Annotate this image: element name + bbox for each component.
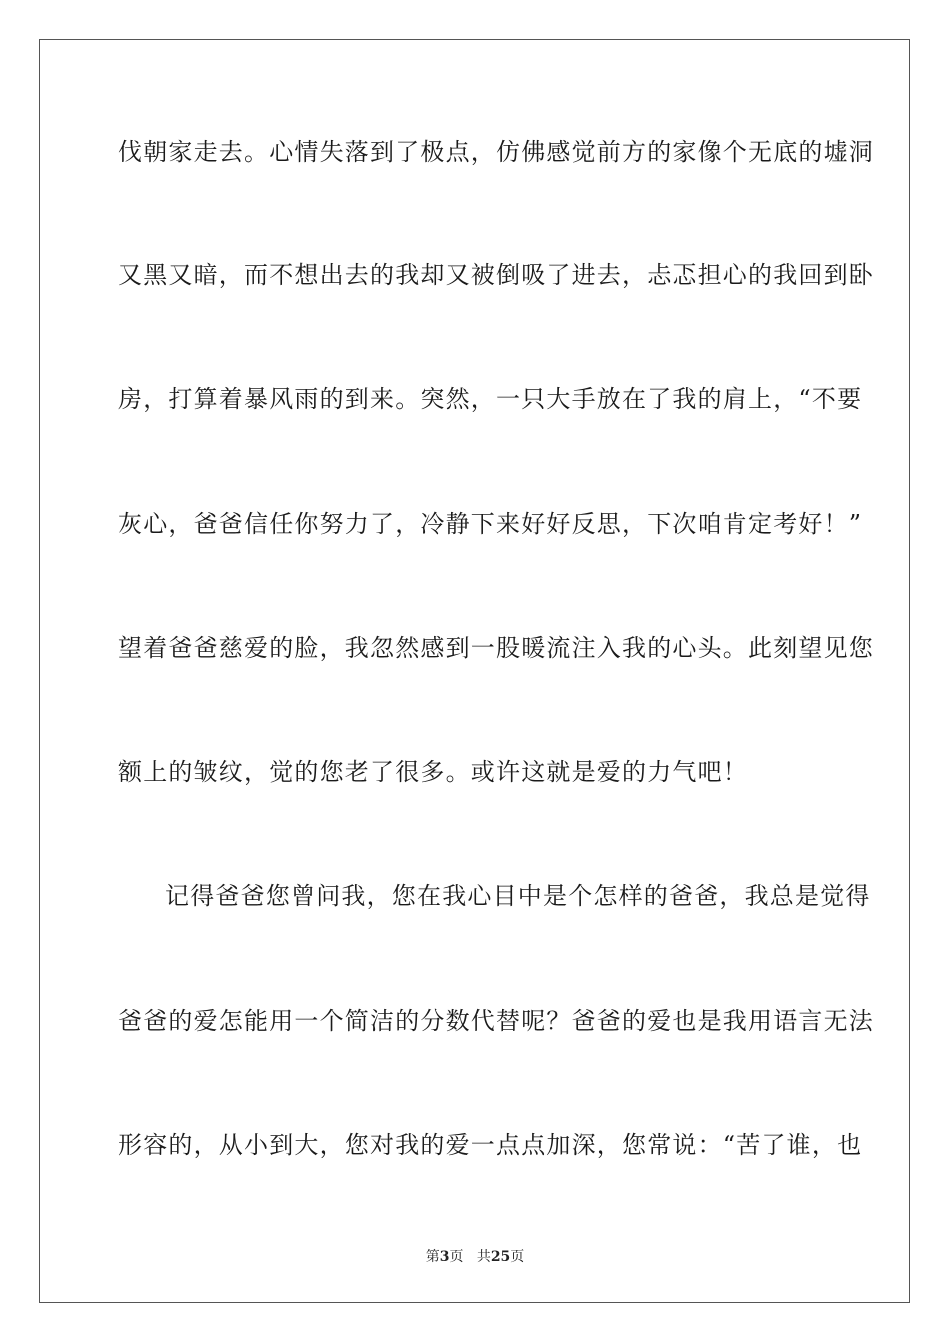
page-footer: [0, 1248, 950, 1266]
page-prefix: 第: [425, 1249, 440, 1265]
text-line-1: 伐朝家走去。心情失落到了极点，仿佛感觉前方的家像个无底的墟洞: [118, 138, 874, 166]
text-line-2: 又黑又暗，而不想出去的我却又被倒吸了进去，忐忑担心的我回到卧: [118, 261, 874, 289]
text-line-3: 房，打算着暴风雨的到来。突然，一只大手放在了我的肩上，“不要: [118, 385, 863, 413]
page-border: [39, 39, 910, 1303]
total-prefix: 共: [476, 1249, 491, 1265]
text-line-7: 记得爸爸您曾问我，您在我心目中是个怎样的爸爸，我总是觉得: [165, 882, 871, 910]
text-line-8: 爸爸的爱怎能用一个简洁的分数代替呢？爸爸的爱也是我用语言无法: [118, 1007, 874, 1035]
text-line-6: 额上的皱纹，觉的您老了很多。或许这就是爱的力气吧！: [118, 758, 748, 786]
page-number: 3: [439, 1249, 450, 1265]
total-suffix: 页: [510, 1249, 525, 1265]
total-pages: 25: [490, 1249, 511, 1265]
page-suffix: 页: [449, 1249, 464, 1265]
text-line-5: 望着爸爸慈爱的脸，我忽然感到一股暖流注入我的心头。此刻望见您: [118, 634, 874, 662]
text-line-9: 形容的，从小到大，您对我的爱一点点加深，您常说：“苦了谁，也: [118, 1131, 863, 1159]
text-line-4: 灰心，爸爸信任你努力了，冷静下来好好反思，下次咱肯定考好！”: [118, 510, 863, 538]
